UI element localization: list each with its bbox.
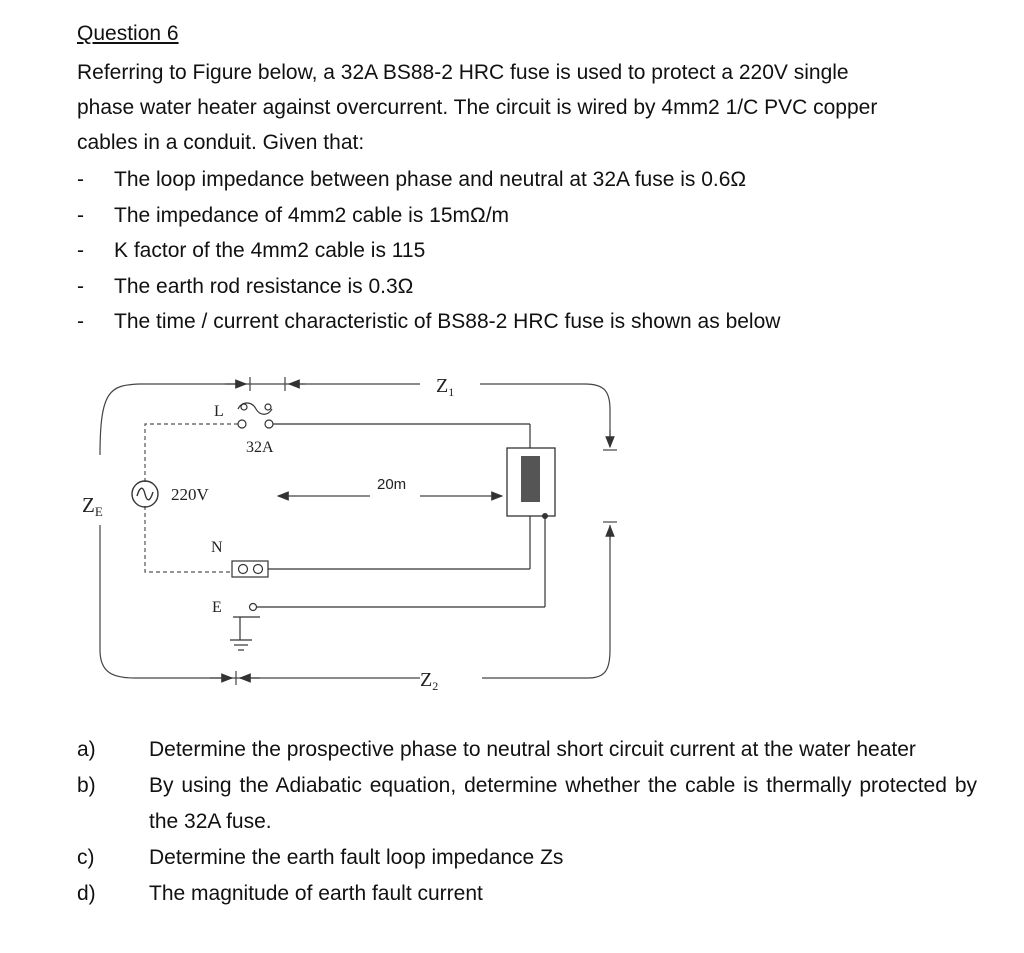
question-intro — [77, 55, 987, 160]
given-item — [77, 162, 977, 198]
z1-dimension — [100, 377, 617, 455]
z2-label: $Z_2$ — [420, 669, 439, 693]
given-text: K factor of the 4mm2 cable is 115 — [114, 239, 426, 262]
part-marker: d) — [77, 882, 96, 905]
part-text: Determine the prospective phase to neutral short circuit current at the water heater — [149, 738, 916, 761]
given-text: The time / current characteristic of BS88-2 HRC fuse is shown as below — [114, 310, 781, 333]
given-item — [77, 233, 977, 269]
z1-label: $Z_1$ — [436, 375, 455, 399]
intro-line: Referring to Figure below, a 32A BS88-2 HRC fuse is used to protect a 220V single — [77, 61, 849, 84]
bullet-dash: - — [77, 203, 84, 227]
earth-electrode-icon — [230, 604, 545, 651]
part-marker: c) — [77, 846, 95, 869]
part-marker: a) — [77, 738, 96, 761]
neutral-label: N — [211, 539, 223, 556]
question-part — [77, 876, 977, 912]
question-part — [77, 768, 977, 840]
bullet-dash: - — [77, 310, 84, 333]
z2-dimension — [100, 522, 617, 685]
line-label: L — [214, 403, 224, 420]
water-heater-icon — [507, 424, 555, 607]
given-item — [77, 198, 977, 234]
intro-line: phase water heater against overcurrent. The circuit is wired by 4mm2 1/C PVC copper — [77, 96, 878, 119]
givens-list — [77, 162, 977, 340]
question-title: Question 6 — [77, 22, 179, 45]
ac-source-icon — [132, 481, 158, 507]
circuit-diagram — [0, 360, 1024, 700]
fuse-switch-icon — [238, 403, 530, 428]
given-text: The impedance of 4mm2 cable is 15mΩ/m — [114, 203, 510, 227]
intro-line: cables in a conduit. Given that: — [77, 131, 365, 154]
question-parts — [77, 732, 977, 912]
question-part — [77, 840, 977, 876]
earth-label: E — [212, 599, 222, 616]
supply-voltage-label: 220V — [171, 485, 209, 504]
given-text: The earth rod resistance is 0.3Ω — [114, 274, 414, 298]
part-text: Determine the earth fault loop impedance Zs — [149, 846, 564, 869]
part-marker: b) — [77, 774, 96, 797]
bullet-dash: - — [77, 239, 84, 262]
cable-length-label: 20m — [377, 476, 407, 493]
given-item — [77, 269, 977, 305]
fuse-rating-label: 32A — [246, 439, 274, 456]
bullet-dash: - — [77, 168, 84, 191]
question-part — [77, 732, 977, 768]
neutral-link-icon — [232, 561, 530, 577]
given-text: The loop impedance between phase and neutral at 32A fuse is 0.6Ω — [114, 168, 747, 191]
part-text: The magnitude of earth fault current — [149, 882, 483, 905]
bullet-dash: - — [77, 274, 84, 298]
part-text: By using the Adiabatic equation, determine whether the cable is thermally protected by the 32A fuse. — [149, 774, 977, 833]
given-item — [77, 304, 977, 340]
ze-label: ZE — [82, 493, 103, 519]
